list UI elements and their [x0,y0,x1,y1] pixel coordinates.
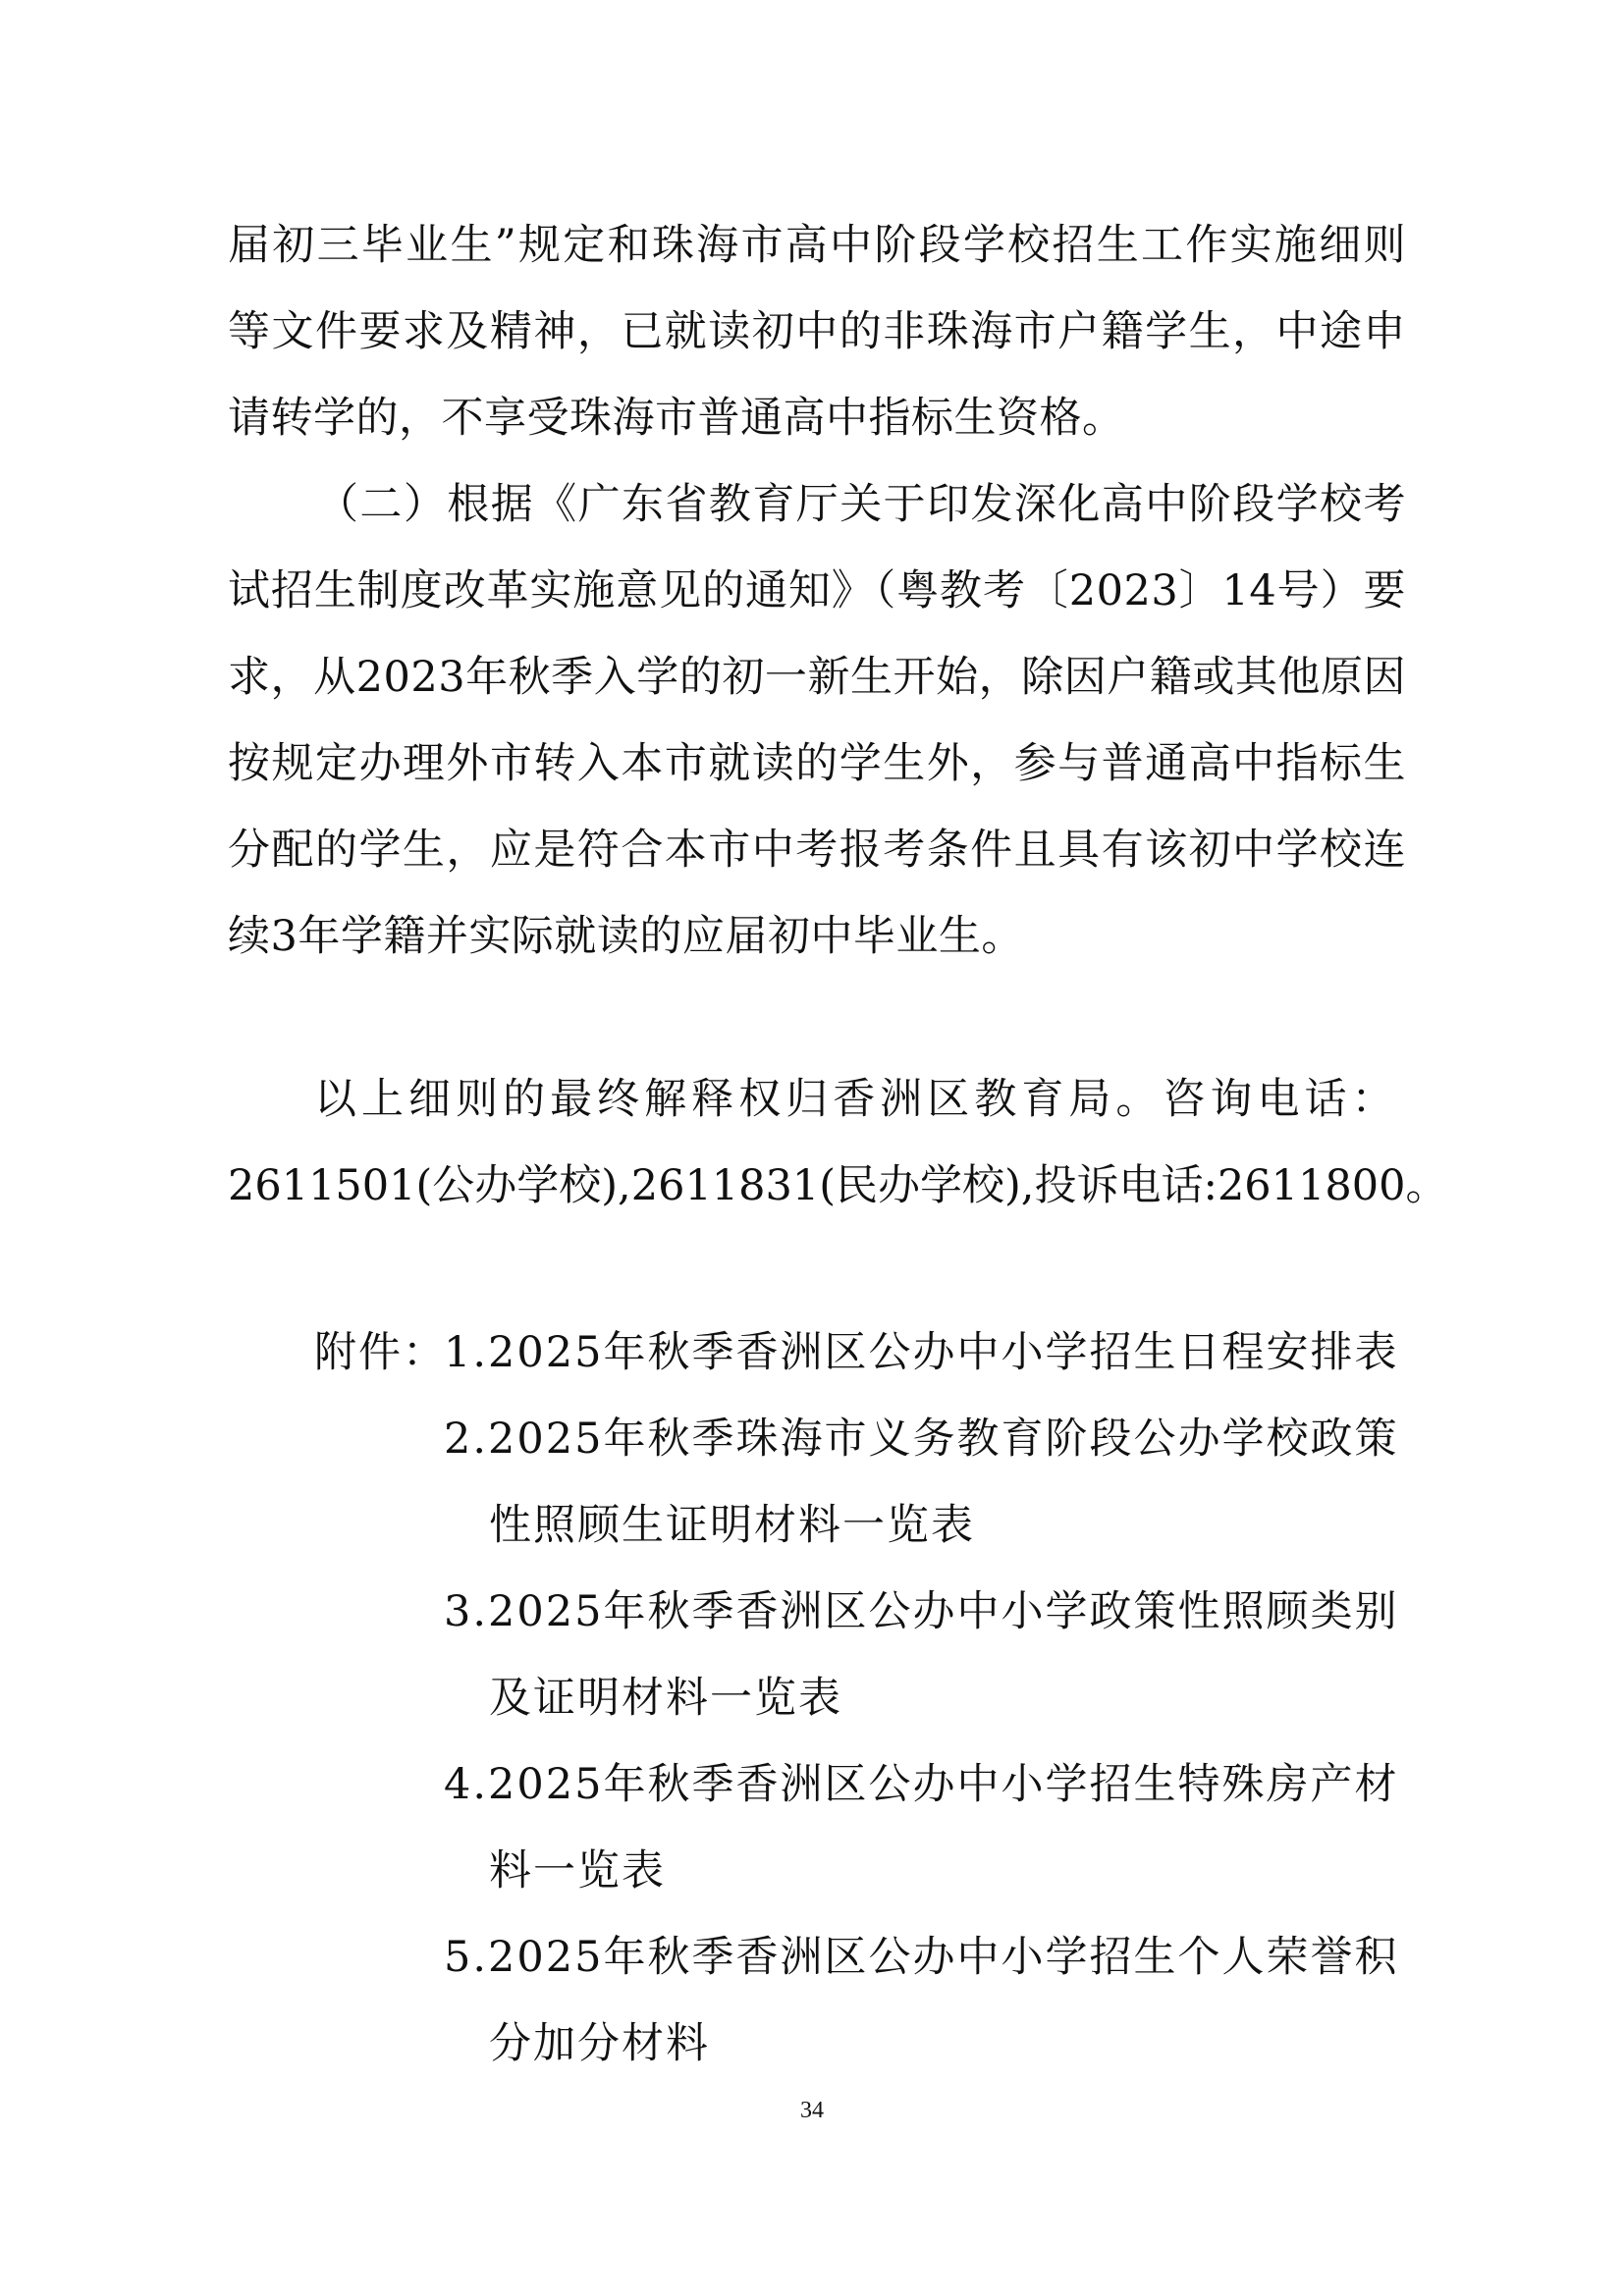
attachment-item-continuation: 料一览表 [489,1846,666,1896]
attachment-item-continuation: 及证明材料一览表 [489,1674,842,1723]
page-number: 34 [800,2098,824,2123]
paragraph-line: 分配的学生，应是符合本市中考报考条件且具有该初中学校连 [228,826,1406,875]
contact-line: 2611501(公办学校),2611831(民办学校),投诉电话:2611800。 [228,1161,1448,1210]
paragraph-line: 等文件要求及精神，已就读初中的非珠海市户籍学生，中途申 [228,307,1406,356]
attachment-item: 4.2025年秋季香洲区公办中小学招生特殊房产材 [444,1760,1399,1809]
paragraph-line: 按规定办理外市转入本市就读的学生外，参与普通高中指标生 [228,739,1406,788]
attachments-label: 附件： [314,1328,447,1377]
attachment-item: 3.2025年秋季香洲区公办中小学政策性照顾类别 [444,1587,1399,1636]
contact-line: 以上细则的最终解释权归香洲区教育局。咨询电话： [314,1075,1394,1124]
attachment-item-continuation: 性照顾生证明材料一览表 [489,1501,975,1550]
paragraph-line: 试招生制度改革实施意见的通知》（粤教考〔2023〕14号）要 [228,566,1406,615]
attachment-item: 2.2025年秋季珠海市义务教育阶段公办学校政策 [444,1415,1399,1464]
attachment-item-continuation: 分加分材料 [489,2019,710,2068]
paragraph-line: 请转学的，不享受珠海市普通高中指标生资格。 [228,394,1125,443]
attachment-item: 5.2025年秋季香洲区公办中小学招生个人荣誉积 [444,1933,1399,1982]
paragraph-line: （二）根据《广东省教育厅关于印发深化高中阶段学校考 [316,480,1406,529]
paragraph-line: 求，从2023年秋季入学的初一新生开始，除因户籍或其他原因 [228,653,1406,702]
paragraph-line: 届初三毕业生”规定和珠海市高中阶段学校招生工作实施细则 [228,221,1406,270]
attachment-item: 1.2025年秋季香洲区公办中小学招生日程安排表 [444,1328,1399,1377]
paragraph-line: 续3年学籍并实际就读的应届初中毕业生。 [228,912,1024,961]
